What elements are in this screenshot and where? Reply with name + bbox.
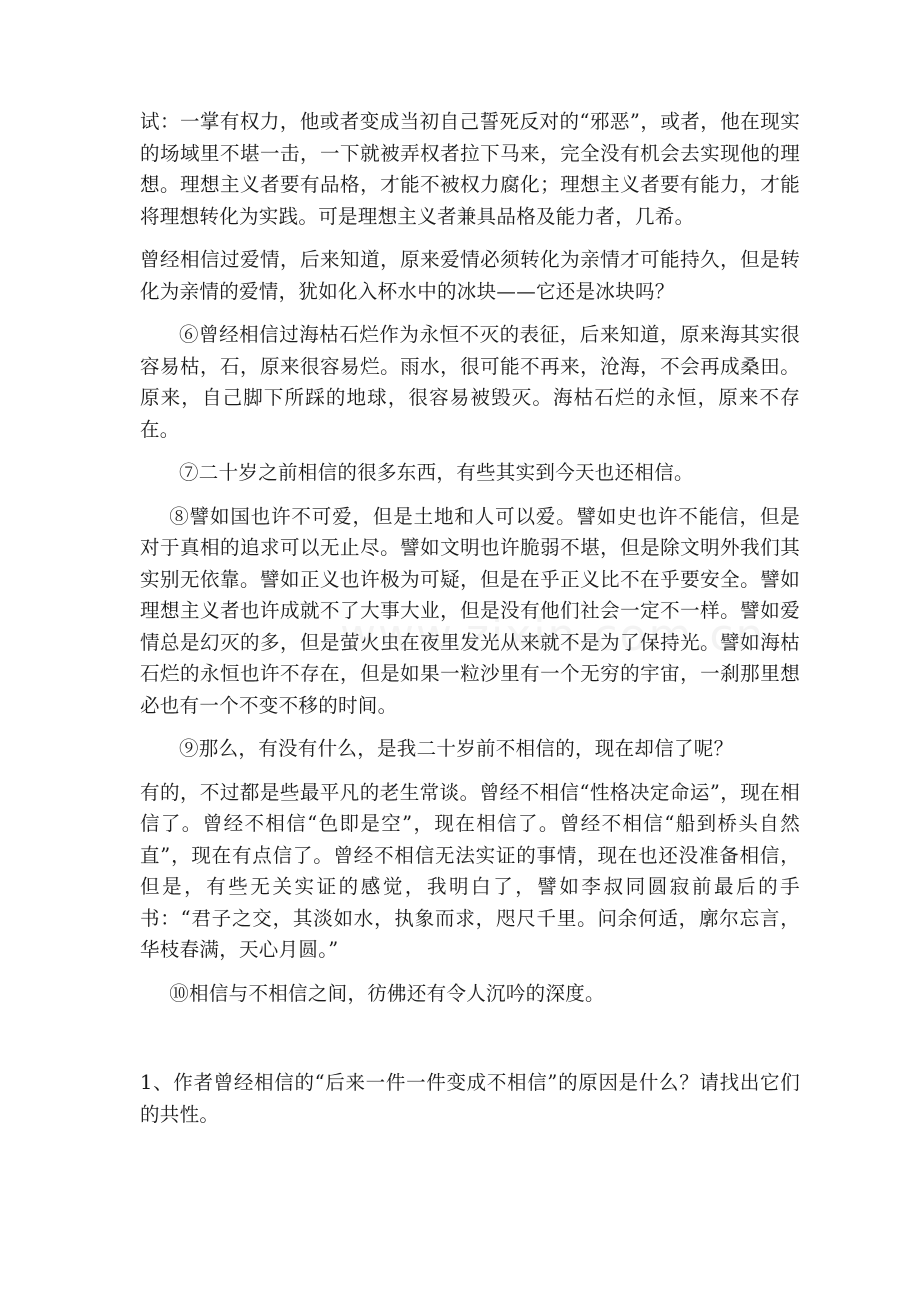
paragraph-6: ⑥曾经相信过海枯石烂作为永恒不灭的表征，后来知道，原来海其实很容易枯，石，原来很容易烂。雨水，很可能不再来，沧海，不会再成桑田。原来，自己脚下所踩的地球，很容易被毁灭。海枯石烂的永恒，原来不存在。 — [140, 323, 800, 441]
document-body — [140, 106, 800, 1130]
paragraph-continuation: 试：一掌有权力，他或者变成当初自己誓死反对的“邪恶”，或者，他在现实的场域里不堪一击，一下就被弄权者拉下马来，完全没有机会去实现他的理想。理想主义者要有品格，才能不被权力腐化；理想主义者要有能力，才能将理想转化为实践。可是理想主义者兼具品格及能力者，几希。 — [140, 110, 800, 228]
paragraph-answer: 有的，不过都是些最平凡的老生常谈。曾经不相信“性格决定命运”，现在相信了。曾经不相信“色即是空”，现在相信了。曾经不相信“船到桥头自然直”，现在有点信了。曾经不相信无法实证的事情，现在也还没准备相信，但是，有些无关实证的感觉，我明白了，譬如李叔同圆寂前最后的手书：“君子之交，其淡如水，执象而求，咫尺千里。问余何适，廓尔忘言，华枝春满，天心月圆。” — [140, 780, 800, 961]
paragraph-10: ⑩相信与不相信之间，彷佛还有令人沉吟的深度。 — [169, 981, 605, 1005]
question-1: 1、作者曾经相信的“后来一件一件变成不相信”的原因是什么？请找出它们的共性。 — [140, 1071, 800, 1126]
paragraph-7: ⑦二十岁之前相信的很多东西，有些其实到今天也还相信。 — [179, 461, 694, 484]
paragraph-9: ⑨那么，有没有什么，是我二十岁前不相信的，现在却信了呢？ — [179, 737, 734, 760]
paragraph-8: ⑧譬如国也许不可爱，但是土地和人可以爱。譬如史也许不能信，但是对于真相的追求可以无止尽。譬如文明也许脆弱不堪，但是除文明外我们其实别无依靠。譬如正义也许极为可疑，但是在乎正义比不在乎要安全。譬如理想主义者也许成就不了大事大业，但是没有他们社会一定不一样。譬如爱情总是幻灭的多，但是萤火虫在夜里发光从来就不是为了保持光。譬如海枯石烂的永恒也许不存在，但是如果一粒沙里有一个无穷的宇宙，一刹那里想必也有一个不变不移的时间。 — [140, 504, 800, 717]
spacer — [140, 1021, 800, 1067]
paragraph-love: 曾经相信过爱情，后来知道，原来爱情必须转化为亲情才可能持久，但是转化为亲情的爱情，犹如化入杯水中的冰块——它还是冰块吗？ — [140, 248, 800, 303]
